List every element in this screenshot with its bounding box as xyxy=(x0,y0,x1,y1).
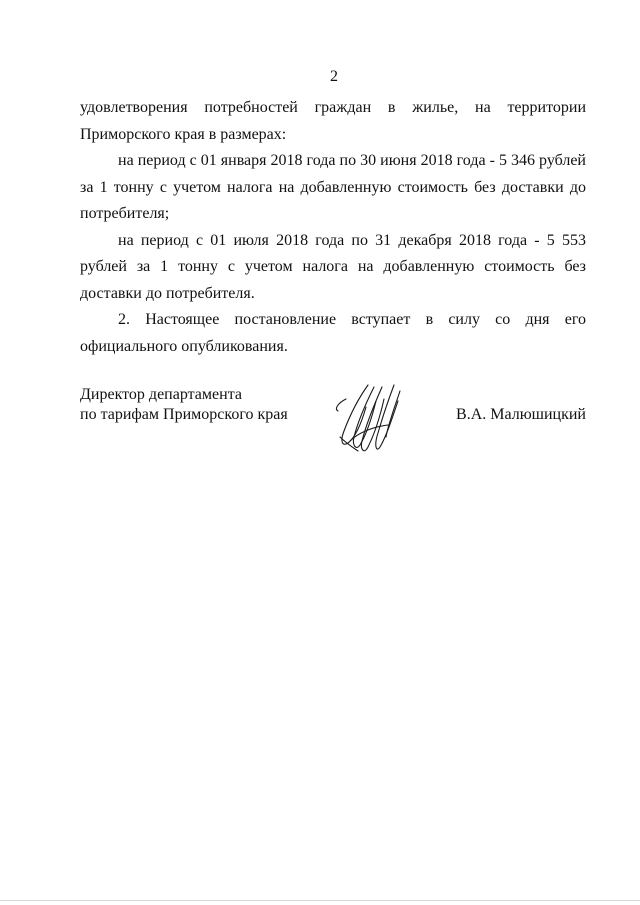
scan-edge-line xyxy=(0,900,640,901)
signer-title-line-2: по тарифам Приморского края xyxy=(80,406,288,423)
page-number: 2 xyxy=(330,68,338,85)
signer-title xyxy=(80,385,288,425)
paragraph-effective-date: 2. Настоящее постановление вступает в силу со дня его официального опубликования. xyxy=(80,311,586,355)
paragraph-period-1: на период с 01 января 2018 года по 30 июня 2018 года - 5 346 рублей за 1 тонну с учетом налога на добавленную стоимость без доставки до потребителя; xyxy=(80,152,586,222)
paragraph-period-2: на период с 01 июля 2018 года по 31 декабря 2018 года - 5 553 рублей за 1 тонну с учетом налога на добавленную стоимость без доставки до потребителя. xyxy=(80,231,586,302)
paragraph-continuation: удовлетворения потребностей граждан в жилье, на территории Приморского края в размерах: xyxy=(80,99,586,143)
signer-name: В.А. Малюшицкий xyxy=(456,406,586,423)
handwritten-signature xyxy=(328,381,420,459)
signer-title-line-1: Директор департамента xyxy=(80,386,242,403)
document-body xyxy=(80,95,586,360)
signature-block xyxy=(80,385,586,465)
